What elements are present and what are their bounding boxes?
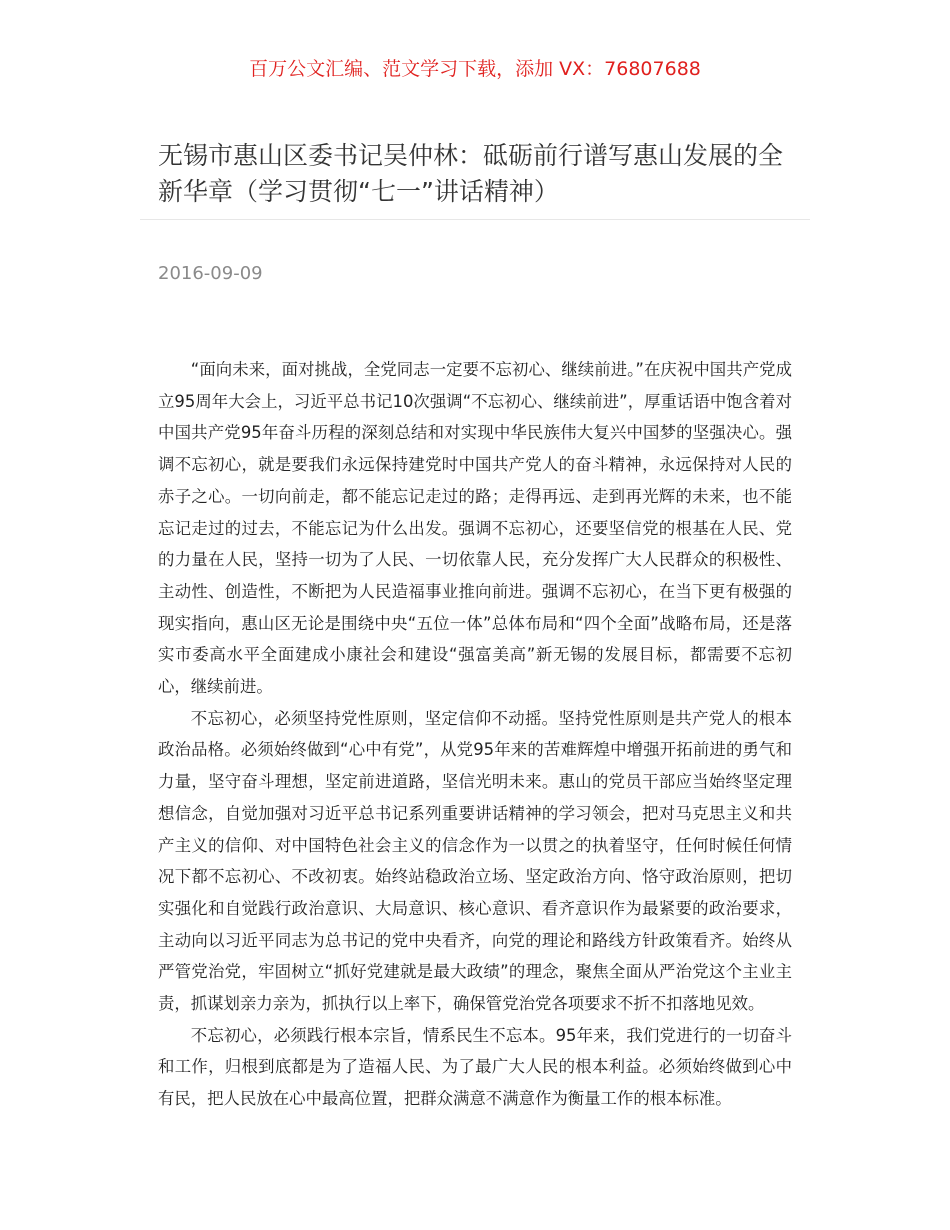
- article-paragraph: “面向未来，面对挑战，全党同志一定要不忘初心、继续前进。”在庆祝中国共产党成立95周年大会上，习近平总书记10次强调“不忘初心、继续前进”，厚重话语中饱含着对中国共产党95年奋斗历程的深刻总结和对实现中华民族伟大复兴中国梦的坚强决心。强调不忘初心，就是要我们永远保持建党时中国共产党人的奋斗精神，永远保持对人民的赤子之心。一切向前走，都不能忘记走过的路；走得再远、走到再光辉的未来，也不能忘记走过的过去，不能忘记为什么出发。强调不忘初心，还要坚信党的根基在人民、党的力量在人民，坚持一切为了人民、一切依靠人民，充分发挥广大人民群众的积极性、主动性、创造性，不断把为人民造福事业推向前进。强调不忘初心，在当下更有极强的现实指向，惠山区无论是围绕中央“五位一体”总体布局和“四个全面”战略布局，还是落实市委高水平全面建成小康社会和建设“强富美高”新无锡的发展目标，都需要不忘初心，继续前进。: [158, 360, 792, 697]
- article-paragraph: 不忘初心，必须坚持党性原则，坚定信仰不动摇。坚持党性原则是共产党人的根本政治品格。必须始终做到“心中有党”，从党95年来的苦难辉煌中增强开拓前进的勇气和力量，坚守奋斗理想，坚定前进道路，坚信光明未来。惠山的党员干部应当始终坚定理想信念，自觉加强对习近平总书记系列重要讲话精神的学习领会，把对马克思主义和共产主义的信仰、对中国特色社会主义的信念作为一以贯之的执着坚守，任何时候任何情况下都不忘初心、不改初衷。始终站稳政治立场、坚定政治方向、恪守政治原则，把切实强化和自觉践行政治意识、大局意识、核心意识、看齐意识作为最紧要的政治要求，主动向以习近平同志为总书记的党中央看齐，向党的理论和路线方针政策看齐。始终从严管党治党，牢固树立“抓好党建就是最大政绩”的理念，聚焦全面从严治党这个主业主责，抓谋划亲力亲为，抓执行以上率下，确保管党治党各项要求不折不扣落地见效。: [158, 708, 792, 1014]
- title-divider: [140, 219, 810, 220]
- article-body: [158, 354, 792, 1122]
- promo-banner: 百万公文汇编、范文学习下载，添加 VX：76807688: [249, 58, 701, 80]
- article-title: 无锡市惠山区委书记吴仲林：砥砺前行谱写惠山发展的全新华章（学习贯彻“七一”讲话精神）: [158, 141, 784, 206]
- article-paragraph: 不忘初心，必须践行根本宗旨，情系民生不忘本。95年来，我们党进行的一切奋斗和工作，归根到底都是为了造福人民、为了最广大人民的根本利益。必须始终做到心中有民，把人民放在心中最高位置，把群众满意不满意作为衡量工作的根本标准。: [158, 1025, 792, 1109]
- publish-date: 2016-09-09: [158, 263, 263, 284]
